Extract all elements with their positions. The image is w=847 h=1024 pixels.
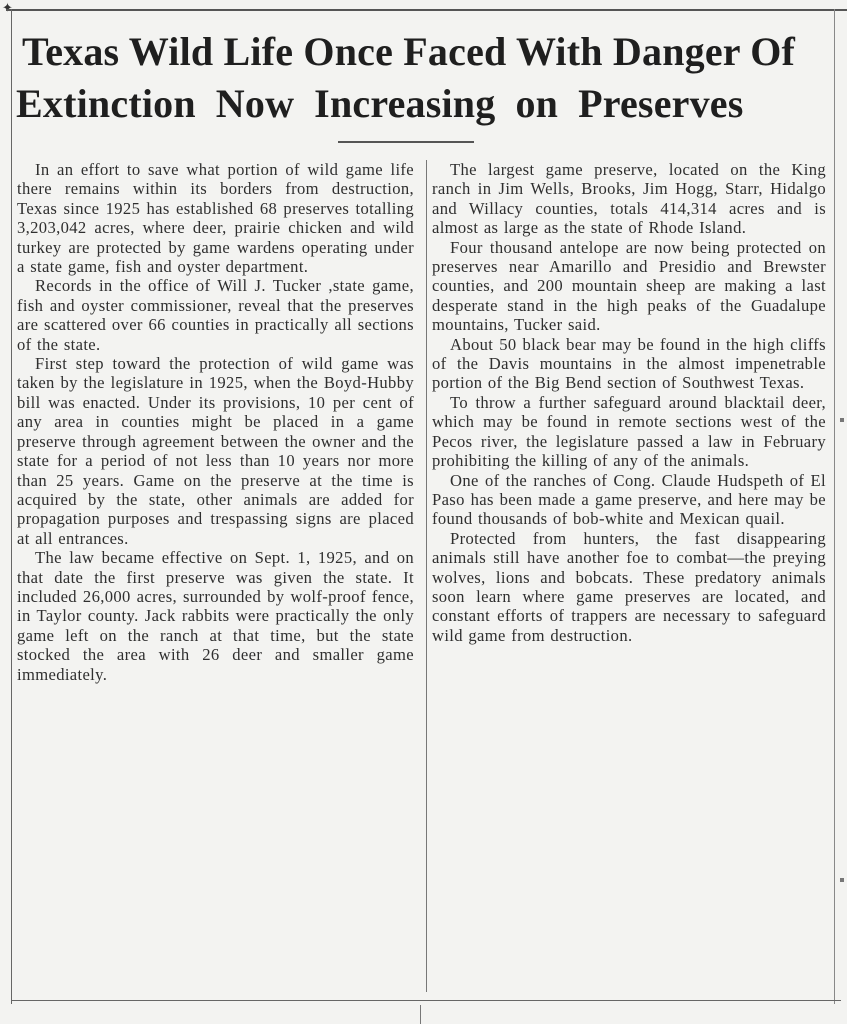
article-paragraph: Four thousand antelope are now being protected on preserves near Amarillo and Presidio and Brewster counties, and 200 mountain sheep are making a last desperate stand in the high peaks of the Guadalupe mountains, Tucker said. (432, 237, 826, 335)
headline-divider (338, 141, 474, 143)
top-rule (6, 9, 847, 11)
corner-crosshair-icon: ✦ (2, 1, 13, 16)
left-rule (11, 9, 12, 1004)
article-column-left (17, 160, 414, 684)
headline-word: Extinction (16, 81, 196, 126)
article-paragraph: The largest game preserve, located on the King ranch in Jim Wells, Brooks, Jim Hogg, Starr, Hidalgo and Willacy counties, totals 414,314 acres and is almost as large as the state of Rhode Island. (432, 160, 826, 238)
bottom-column-rule (420, 1005, 421, 1024)
right-rule (834, 9, 835, 1004)
article-paragraph: The law became effective on Sept. 1, 1925, and on that date the first preserve was given the state. It included 26,000 acres, surrounded by wolf-proof fence, in Taylor county. Jack rabbits were practically the only game left on the ranch at that time, but the state stocked the area with 26 deer and smaller game immediately. (17, 548, 414, 684)
article-paragraph: Records in the office of Will J. Tucker ,state game, fish and oyster commissioner, reveal that the preserves are scattered over 66 counties in practically all sections of the state. (17, 276, 414, 354)
article-paragraph: About 50 black bear may be found in the high cliffs of the Davis mountains in the almost impenetrable portion of the Big Bend section of Southwest Texas. (432, 334, 826, 393)
column-divider (426, 160, 427, 992)
margin-mark (840, 878, 844, 882)
article-column-right (432, 160, 826, 645)
headline-word: Now (215, 81, 295, 126)
article-paragraph: First step toward the protection of wild game was taken by the legislature in 1925, when the Boyd-Hubby bill was enacted. Under its provisions, 10 per cent of any area in counties might be placed in a game preserve through agreement between the owner and the state for a period of not less than 10 years nor more than 25 years. Game on the preserve at the time is acquired by the state, other animals are added for propagation purposes and trespassing signs are placed at all entrances. (17, 354, 414, 548)
article-paragraph: Protected from hunters, the fast disappearing animals still have another foe to combat—the preying wolves, lions and bobcats. These predatory animals soon learn where game preserves are located, and constant efforts of trappers are necessary to safeguard wild game from destruction. (432, 528, 826, 645)
headline-line-2 (16, 80, 744, 127)
headline-word: Increasing (314, 81, 496, 126)
bottom-rule (11, 1000, 841, 1001)
margin-mark (840, 418, 844, 422)
article-paragraph: To throw a further safeguard around blacktail deer, which may be found in remote sections west of the Pecos river, the legislature passed a law in February prohibiting the killing of any of the animals. (432, 392, 826, 471)
headline-line-1: Texas Wild Life Once Faced With Danger Of (22, 29, 796, 74)
headline-word: on (515, 81, 559, 126)
article-paragraph: One of the ranches of Cong. Claude Hudspeth of El Paso has been made a game preserve, and here may be found thousands of bob-white and Mexican quail. (432, 470, 826, 529)
article-paragraph: In an effort to save what portion of wild game life there remains within its borders from destruction, Texas since 1925 has established 68 preserves totalling 3,203,042 acres, where deer, prairie chicken and wild turkey are protected by game wardens operating under a state game, fish and oyster department. (17, 160, 414, 277)
headline-word: Preserves (578, 81, 744, 126)
